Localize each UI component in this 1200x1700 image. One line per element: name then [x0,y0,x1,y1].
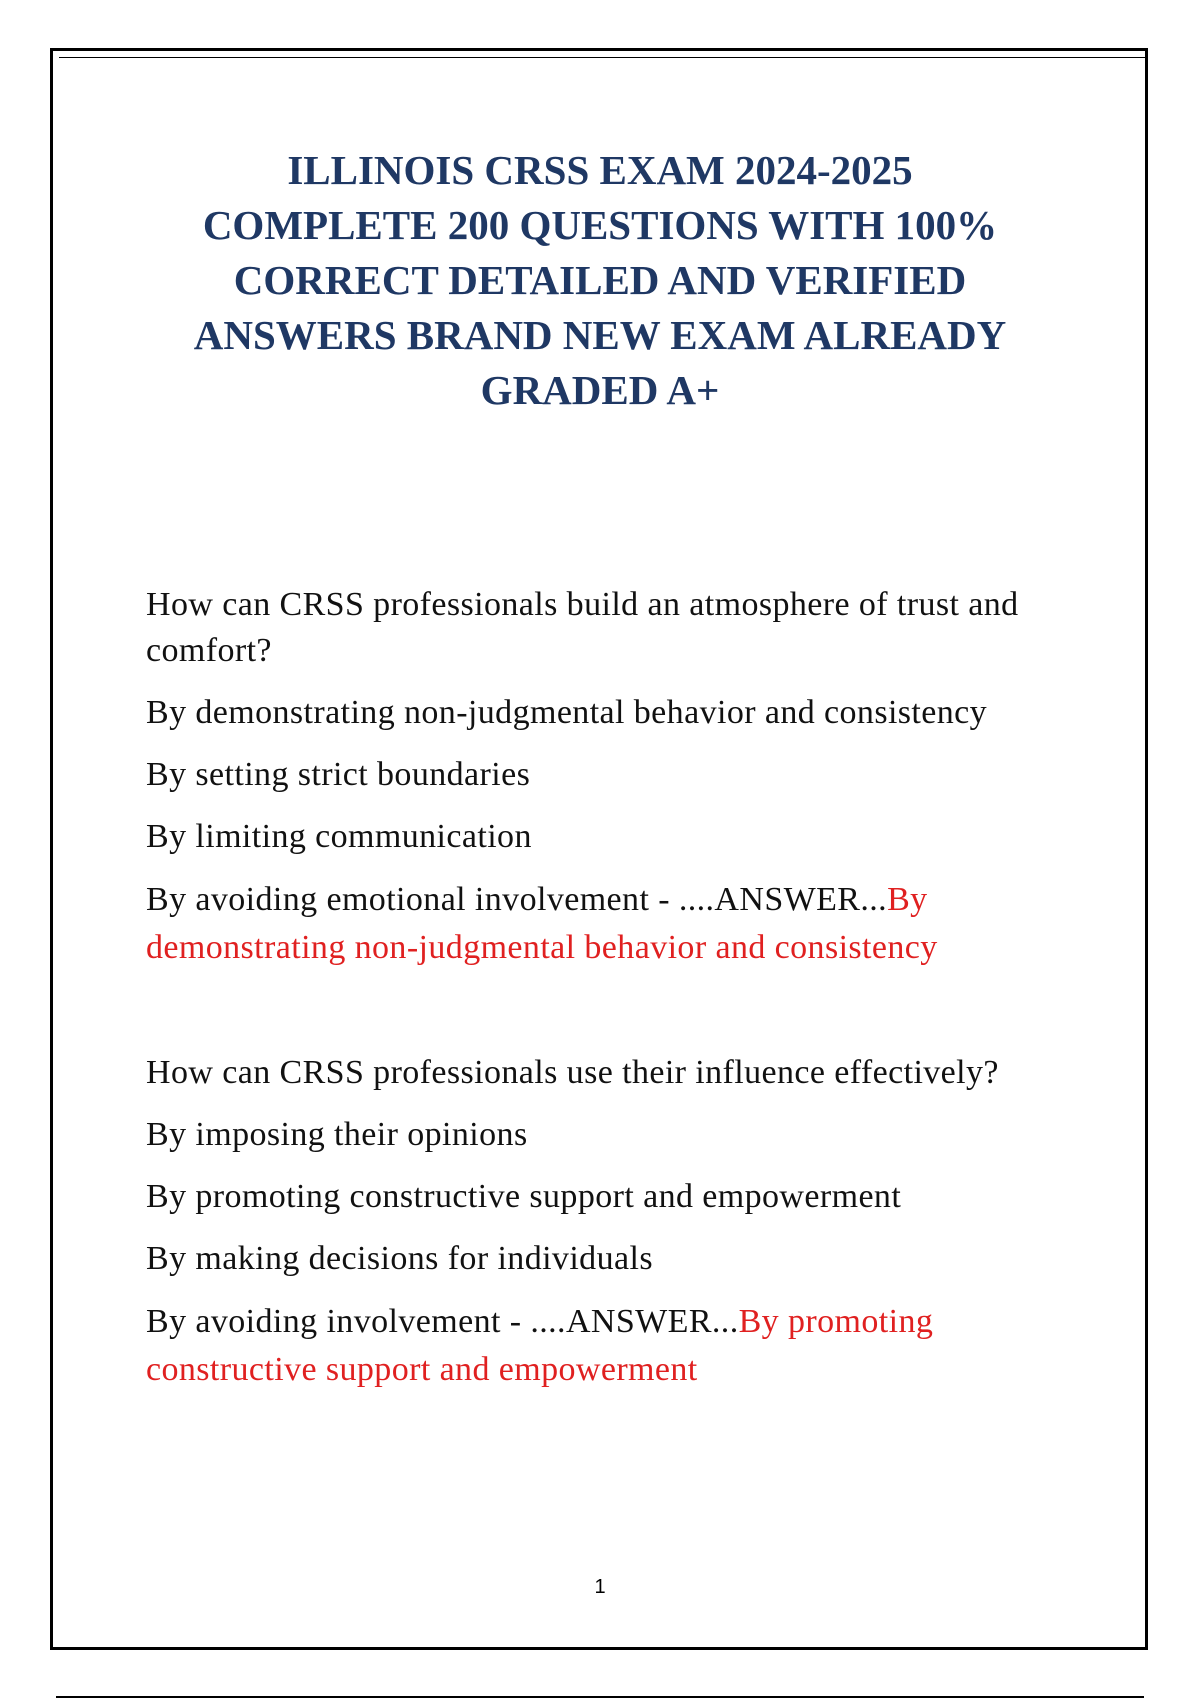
answer-option: By making decisions for individuals [146,1240,653,1277]
title-line: ANSWERS BRAND NEW EXAM ALREADY [193,312,1007,358]
question-block-2 [146,1050,1066,1394]
question-list [146,582,1066,1394]
answer-option: By imposing their opinions [146,1116,528,1153]
answer-option-text: By avoiding emotional involvement - ....ANSWER... [146,881,888,918]
answer-option-text: By avoiding involvement - ....ANSWER... [146,1303,739,1340]
title-line: GRADED A+ [480,367,720,413]
answer-option-with-answer [146,1298,1066,1394]
question-spacer [146,972,1066,1050]
answer-option: By demonstrating non-judgmental behavior and consistency [146,694,988,731]
title-line: COMPLETE 200 QUESTIONS WITH 100% [202,202,998,248]
correct-answer: By demonstrating non-judgmental behavior and consistency [146,881,938,966]
answer-option: By setting strict boundaries [146,756,531,793]
correct-answer: By promoting constructive support and empowerment [146,1303,934,1388]
title-line: ILLINOIS CRSS EXAM 2024-2025 [287,147,913,193]
question-block-1 [146,582,1066,972]
bottom-divider [56,1696,1144,1698]
question-text: How can CRSS professionals build an atmosphere of trust and comfort? [146,586,1019,669]
document-title [140,143,1060,418]
answer-option-with-answer [146,876,1066,972]
page-number: 1 [594,1576,606,1598]
answer-option: By limiting communication [146,818,532,855]
question-text: How can CRSS professionals use their influence effectively? [146,1054,999,1091]
title-line: CORRECT DETAILED AND VERIFIED [233,257,967,303]
answer-option: By promoting constructive support and empowerment [146,1178,902,1215]
